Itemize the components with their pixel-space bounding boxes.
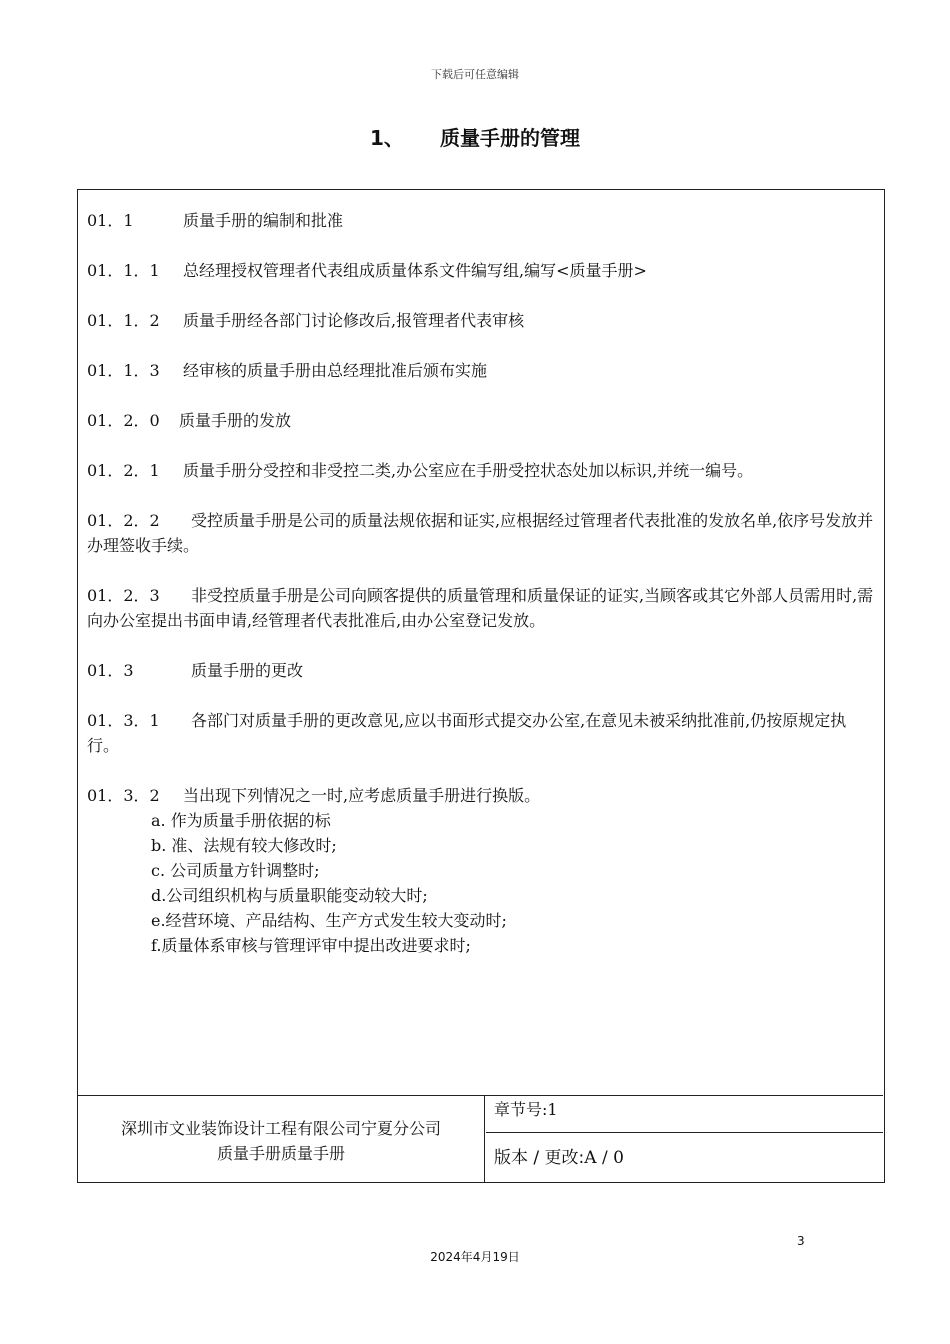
chapter-number-cell: 章节号:1	[486, 1096, 883, 1133]
section-text: 经审核的质量手册由总经理批准后颁布实施	[183, 361, 488, 380]
page-header: 下载后可任意编辑	[431, 68, 519, 81]
document-name: 质量手册质量手册	[216, 1144, 345, 1163]
chapter-number: 1、	[370, 126, 404, 150]
section-text: 质量手册的更改	[191, 661, 304, 680]
content-frame	[77, 189, 885, 1183]
version-label: 版本 / 更改:	[494, 1148, 585, 1168]
section-paragraph	[87, 408, 877, 433]
company-name: 深圳市文业装饰设计工程有限公司宁夏分公司	[120, 1119, 441, 1138]
section-paragraph	[87, 583, 877, 633]
list-item: d.公司组织机构与质量职能变动较大时;	[151, 886, 428, 905]
chapter-title-text: 质量手册的管理	[440, 126, 580, 150]
section-code: 01．1．2	[87, 311, 160, 330]
body-area	[87, 208, 877, 958]
list-item: e.经营环境、产品结构、生产方式发生较大变动时;	[151, 911, 507, 930]
section-code: 01．1．3	[87, 361, 160, 380]
version-value: A / 0	[584, 1148, 624, 1168]
section-text: 当出现下列情况之一时,应考虑质量手册进行换版。	[183, 786, 541, 805]
section-paragraph	[87, 658, 877, 683]
section-text: 非受控质量手册是公司向顾客提供的质量管理和质量保证的证实,当顾客或其它外部人员需用时,需向办公室提出书面申请,经管理者代表批准后,由办公室登记发放。	[87, 586, 874, 630]
section-code: 01．2．0	[87, 411, 160, 430]
section-text: 质量手册经各部门讨论修改后,报管理者代表审核	[183, 311, 525, 330]
section-text: 总经理授权管理者代表组成质量体系文件编写组,编写<质量手册>	[183, 261, 647, 280]
section-paragraph	[87, 708, 877, 758]
list-item: a. 作为质量手册依据的标	[151, 811, 331, 830]
section-text: 质量手册的发放	[179, 411, 292, 430]
section-code: 01．3	[87, 661, 134, 680]
section-paragraph	[87, 208, 877, 233]
chapter-title	[0, 122, 950, 151]
revision-conditions-list	[87, 808, 877, 958]
list-item: b. 准、法规有较大修改时;	[151, 836, 337, 855]
section-text: 受控质量手册是公司的质量法规依据和证实,应根据经过管理者代表批准的发放名单,依序号发放并办理签收手续。	[87, 511, 874, 555]
section-paragraph	[87, 308, 877, 333]
page-number: 3	[797, 1234, 805, 1248]
section-paragraph	[87, 508, 877, 558]
section-paragraph	[87, 358, 877, 383]
list-item: f.质量体系审核与管理评审中提出改进要求时;	[151, 936, 471, 955]
section-paragraph	[87, 258, 877, 283]
section-code: 01．2．1	[87, 461, 160, 480]
list-item: c. 公司质量方针调整时;	[151, 861, 320, 880]
section-text: 质量手册的编制和批准	[183, 211, 344, 230]
section-paragraph	[87, 783, 877, 808]
section-code: 01．2．2	[87, 511, 160, 530]
section-text: 各部门对质量手册的更改意见,应以书面形式提交办公室,在意见未被采纳批准前,仍按原规定执行。	[87, 711, 847, 755]
section-code: 01．2．3	[87, 586, 160, 605]
footer-table	[78, 1095, 883, 1182]
section-code: 01．1．1	[87, 261, 160, 280]
section-text: 质量手册分受控和非受控二类,办公室应在手册受控状态处加以标识,并统一编号。	[183, 461, 754, 480]
page-date: 2024年4月19日	[430, 1250, 520, 1264]
section-code: 01．1	[87, 211, 134, 230]
version-cell	[486, 1134, 883, 1182]
section-paragraph	[87, 458, 877, 483]
section-code: 01．3．2	[87, 786, 160, 805]
section-code: 01．3．1	[87, 711, 160, 730]
footer-company-cell	[78, 1096, 485, 1182]
